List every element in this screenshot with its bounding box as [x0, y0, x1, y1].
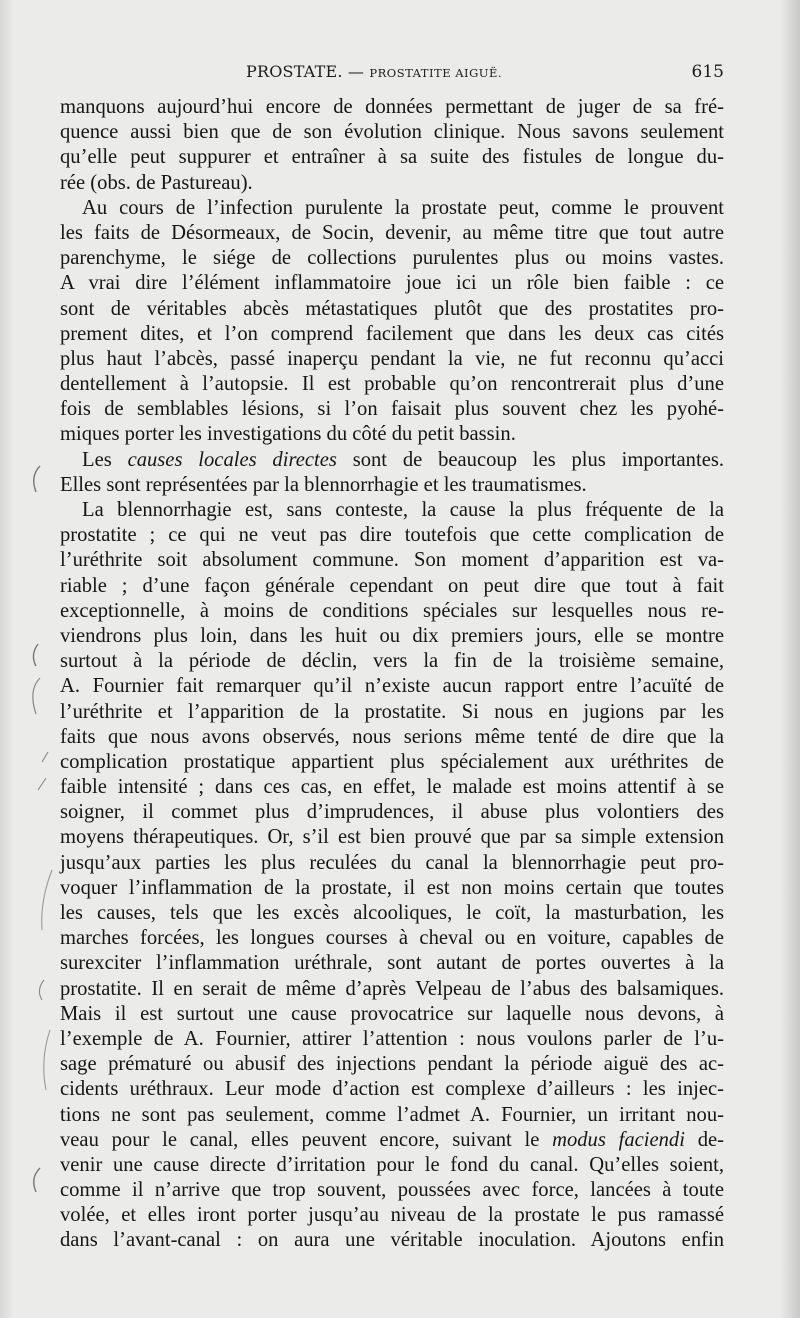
- text-line: moyens thérapeutiques. Or, s’il est bien prouvé que par sa simple extension: [60, 826, 724, 849]
- running-head: [60, 62, 724, 86]
- text-line: Elles sont représentées par la blennorrhagie et les traumatismes.: [60, 473, 587, 496]
- text-run: veau pour le canal, elles peuvent encore, suivant le: [60, 1128, 540, 1151]
- text-line: A. Fournier fait remarquer qu’il n’existe aucun rapport entre l’acuïté de: [60, 675, 724, 698]
- text-line: venir une cause directe d’irritation pour le fond du canal. Qu’elles soient,: [60, 1153, 724, 1176]
- text-line: faible intensité ; dans ces cas, en effet, le malade est moins attentif à se: [60, 776, 724, 799]
- text-line: riable ; d’une façon générale cependant on peut dire que tout à fait: [60, 574, 724, 597]
- text-line: les causes, tels que les excès alcooliques, le coït, la masturbation, les: [60, 902, 724, 924]
- text-line: tions ne sont pas seulement, comme l’admet A. Fournier, un irritant nou-: [60, 1103, 724, 1126]
- text-line: dans l’avant-canal : on aura une véritable inoculation. Ajoutons enfin: [60, 1229, 724, 1252]
- text-line: sage prématuré ou abusif des injections pendant la période aiguë des ac-: [60, 1053, 724, 1076]
- text-line: faits que nous avons observés, nous serions même tenté de dire que la: [60, 725, 724, 748]
- text-line: dentellement à l’autopsie. Il est probable qu’on rencontrerait plus d’une: [60, 373, 724, 396]
- page-number: 615: [691, 62, 724, 82]
- text-line: surtout à la période de déclin, vers la fin de la troisième semaine,: [60, 650, 724, 673]
- body-text: [60, 95, 724, 1254]
- text-line: prement dites, et l’on comprend facilement que dans les deux cas cités: [60, 322, 724, 345]
- text-line: l’uréthrite soit absolument commune. Son moment d’apparition est va-: [60, 549, 724, 572]
- text-run: de-: [697, 1128, 724, 1151]
- running-head-subtitle: PROSTATITE AIGUË.: [369, 66, 503, 80]
- text-line: La blennorrhagie est, sans conteste, la cause la plus fréquente de la: [82, 499, 724, 521]
- text-line: rée (obs. de Pastureau).: [60, 171, 253, 194]
- text-line: complication prostatique appartient plus spécialement aux uréthrites de: [60, 750, 724, 773]
- text-line: A vrai dire l’élément inflammatoire joue ici un rôle bien faible : ce: [60, 272, 724, 295]
- text-run: sont de beaucoup les plus importantes.: [352, 448, 725, 471]
- text-line-causes: [60, 448, 724, 473]
- text-line: Mais il est surtout une cause provocatrice sur laquelle nous devons, à: [60, 1002, 724, 1025]
- text-line: voquer l’inflammation de la prostate, il est non moins certain que toutes: [60, 876, 724, 899]
- text-line: prostatite. Il en serait de même d’après Velpeau de l’abus des balsamiques.: [60, 977, 724, 1000]
- text-line: qu’elle peut suppurer et entraîner à sa suite des fistules de longue du-: [60, 146, 724, 169]
- text-line: marches forcées, les longues courses à cheval ou en voiture, capables de: [60, 927, 724, 950]
- text-line: jusqu’aux parties les plus reculées du canal la blennorrhagie peut pro-: [60, 851, 724, 874]
- text-line: fois de semblables lésions, si l’on faisait plus souvent chez les pyohé-: [60, 398, 724, 421]
- text-line: volée, et elles iront porter jusqu’au niveau de la prostate le pus ramassé: [60, 1204, 724, 1227]
- text-line: l’uréthrite et l’apparition de la prostatite. Si nous en jugions par les: [60, 700, 724, 723]
- text-line: sont de véritables abcès métastatiques plutôt que des prostatites pro-: [60, 297, 724, 320]
- text-line: l’exemple de A. Fournier, attirer l’attention : nous voulons parler de l’u-: [60, 1027, 724, 1050]
- text-line: exceptionnelle, à moins de conditions spéciales sur lesquelles nous re-: [60, 599, 724, 622]
- text-run: Les: [82, 448, 112, 471]
- text-line: prostatite ; ce qui ne veut pas dire toutefois que cette complication de: [60, 524, 724, 547]
- text-line: les faits de Désormeaux, de Socin, devenir, au même titre que tout autre: [60, 221, 724, 244]
- text-line: comme il n’arrive que trop souvent, poussées avec force, lancées à toute: [60, 1179, 724, 1202]
- margin-pencil-marks: [0, 0, 60, 1318]
- italic-term: modus faciendi: [552, 1128, 685, 1151]
- running-head-title: PROSTATE. — PROSTATITE AIGUË.: [246, 62, 503, 81]
- italic-term: causes locales directes: [127, 448, 337, 471]
- page-edge-shadow: [780, 0, 800, 1318]
- text-line: manquons aujourd’hui encore de données permettant de juger de sa fré-: [60, 96, 724, 118]
- text-line: quence aussi bien que de son évolution clinique. Nous savons seulement: [60, 121, 724, 144]
- text-line: viendrons plus loin, dans les huit ou dix premiers jours, elle se montre: [60, 624, 724, 647]
- text-line: miques porter les investigations du côté du petit bassin.: [60, 423, 516, 446]
- text-line: soigner, il commet plus d’imprudences, il abuse plus volontiers des: [60, 801, 724, 824]
- text-line: plus haut l’abcès, passé inaperçu pendant la vie, ne fut reconnu qu’acci: [60, 347, 724, 370]
- text-line: parenchyme, le siége de collections purulentes plus ou moins vastes.: [60, 247, 724, 270]
- text-line: surexciter l’inflammation uréthrale, sont autant de portes ouvertes à la: [60, 952, 724, 975]
- text-line-modus: [60, 1128, 724, 1153]
- text-line: cidents uréthraux. Leur mode d’action est complexe d’ailleurs : les injec-: [60, 1078, 724, 1101]
- text-line: Au cours de l’infection purulente la prostate peut, comme le prouvent: [82, 196, 724, 219]
